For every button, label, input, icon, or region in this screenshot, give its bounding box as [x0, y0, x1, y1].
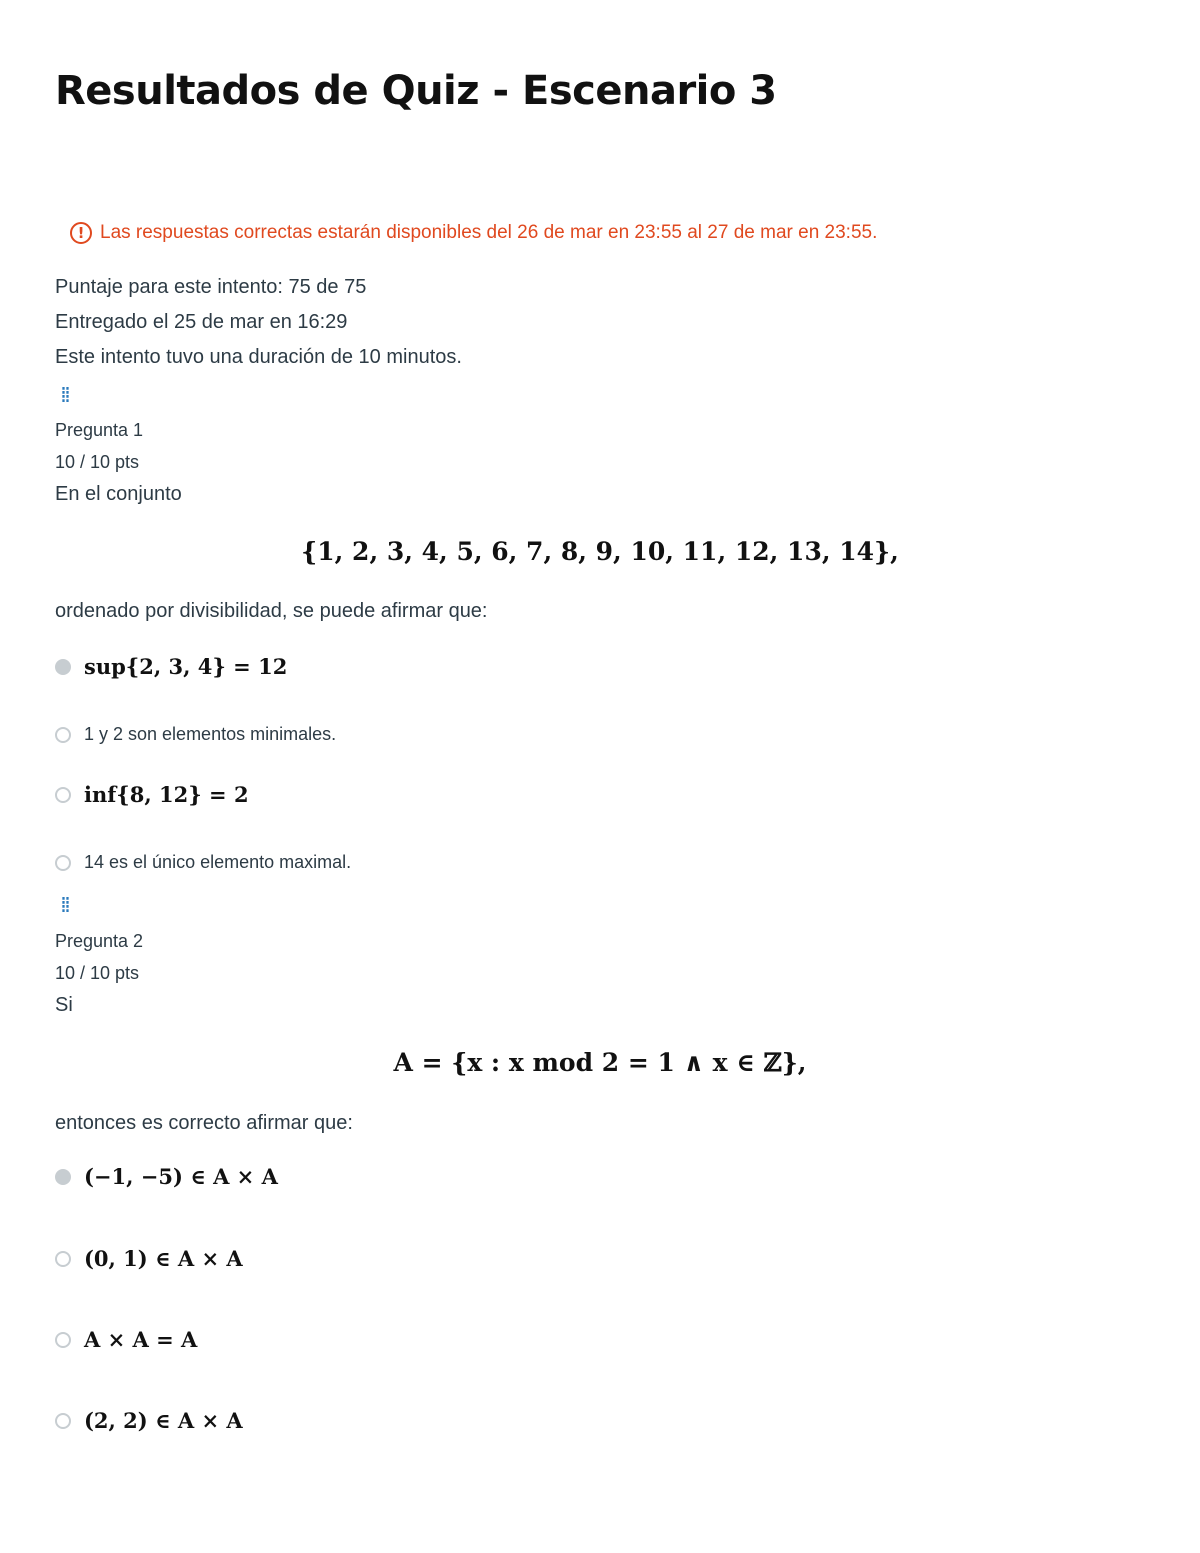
radio-icon[interactable]: [55, 1332, 71, 1348]
question-1-drag-handle-icon[interactable]: ⁞⁞: [60, 384, 68, 408]
radio-icon[interactable]: [55, 855, 71, 871]
question-1-intro: En el conjunto: [55, 483, 182, 505]
question-2-drag-handle-icon[interactable]: ⁞⁞: [60, 894, 68, 918]
attempt-submitted: Entregado el 25 de mar en 16:29: [55, 311, 348, 333]
answer-text: 1 y 2 son elementos minimales.: [84, 724, 337, 744]
question-1-points: 10 / 10 pts: [55, 452, 140, 472]
question-2-label: Pregunta 2: [55, 931, 144, 951]
radio-icon[interactable]: [55, 1251, 71, 1267]
attempt-duration: Este intento tuvo una duración de 10 minutos.: [55, 346, 462, 368]
radio-selected-icon[interactable]: [55, 659, 71, 675]
answer-text: inf{8, 12} = 2: [84, 782, 249, 807]
question-2-answer-3[interactable]: [55, 1327, 197, 1352]
answer-text: (2, 2) ∈ A × A: [84, 1408, 243, 1433]
answer-text: (0, 1) ∈ A × A: [84, 1246, 243, 1271]
answer-text: A × A = A: [84, 1327, 198, 1352]
question-2-points: 10 / 10 pts: [55, 963, 140, 983]
radio-icon[interactable]: [55, 727, 71, 743]
question-1-answer-3[interactable]: [55, 782, 249, 807]
radio-icon[interactable]: [55, 787, 71, 803]
notice-text: Las respuestas correctas estarán disponibles del 26 de mar en 23:55 al 27 de mar en 23:55.: [100, 222, 878, 243]
question-2-prompt: entonces es correcto afirmar que:: [55, 1112, 353, 1134]
answer-text: sup{2, 3, 4} = 12: [84, 654, 288, 679]
question-1-answer-4[interactable]: [55, 852, 351, 873]
question-1-label: Pregunta 1: [55, 420, 144, 440]
radio-selected-icon[interactable]: [55, 1169, 71, 1185]
question-1-prompt: ordenado por divisibilidad, se puede afirmar que:: [55, 600, 488, 622]
question-1-answer-1[interactable]: [55, 654, 287, 679]
question-1-answer-2[interactable]: [55, 724, 336, 745]
answers-availability-notice: [70, 222, 877, 244]
alert-circle-icon: !: [70, 222, 92, 244]
question-2-formula: A = {x : x mod 2 = 1 ∧ x ∈ ℤ},: [393, 1048, 807, 1077]
page-title: Resultados de Quiz - Escenario 3: [55, 68, 777, 114]
answer-text: 14 es el único elemento maximal.: [84, 852, 352, 872]
answer-text: (−1, −5) ∈ A × A: [84, 1164, 278, 1189]
question-2-answer-4[interactable]: [55, 1408, 243, 1433]
question-1-formula: {1, 2, 3, 4, 5, 6, 7, 8, 9, 10, 11, 12, 13, 14},: [301, 537, 899, 566]
question-2-intro: Si: [55, 994, 73, 1016]
attempt-score: Puntaje para este intento: 75 de 75: [55, 276, 367, 298]
question-2-answer-1[interactable]: [55, 1164, 278, 1189]
question-2-answer-2[interactable]: [55, 1246, 243, 1271]
radio-icon[interactable]: [55, 1413, 71, 1429]
